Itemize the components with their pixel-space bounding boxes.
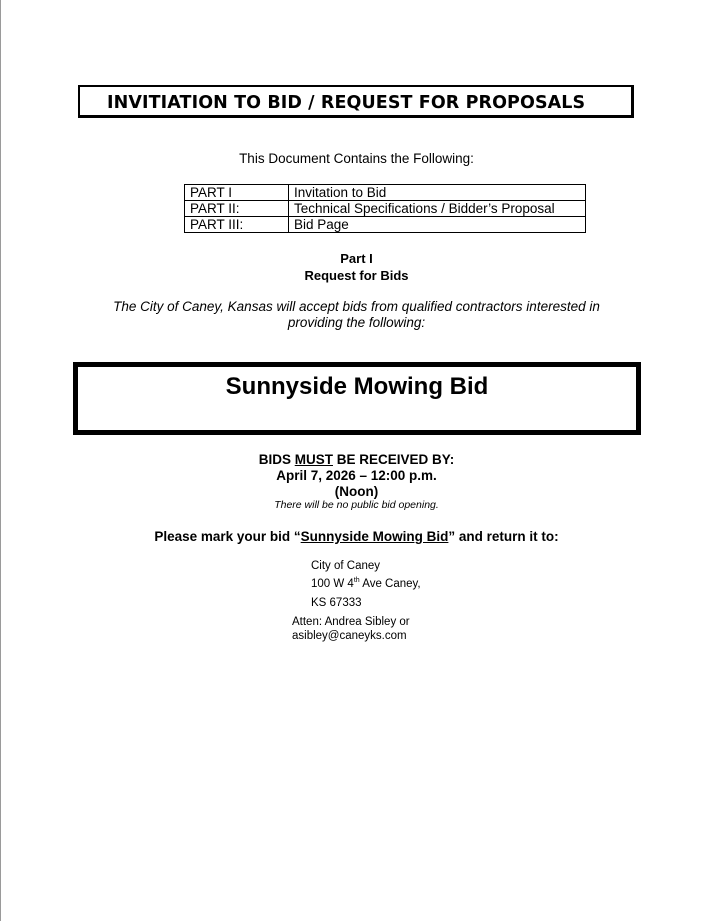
- deadline-date: April 7, 2026 – 12:00 p.m.: [276, 468, 437, 483]
- return-instructions: [0, 529, 713, 544]
- part-label: PART I: [185, 185, 289, 201]
- table-row: [185, 201, 586, 217]
- part-description: Invitation to Bid: [289, 185, 586, 201]
- address-line-state-zip: KS 67333: [311, 597, 362, 609]
- table-row: [185, 217, 586, 233]
- street-suffix: th: [353, 577, 360, 585]
- part-label: PART II:: [185, 201, 289, 217]
- bid-title-box: [73, 362, 641, 435]
- deadline-label-pre: BIDS: [258, 452, 295, 467]
- deadline-label: [0, 452, 713, 467]
- address-line-street: [311, 578, 421, 590]
- table-row: [185, 185, 586, 201]
- deadline-label-must: MUST: [294, 452, 333, 467]
- street-text: 100 W 4: [311, 578, 354, 590]
- part-heading: Part I: [340, 251, 373, 266]
- part-label: PART III:: [185, 217, 289, 233]
- address-line-name: City of Caney: [311, 560, 381, 572]
- document-title: INVITIATION TO BID / REQUEST FOR PROPOSALS: [107, 93, 586, 113]
- contents-table: [184, 184, 586, 233]
- part-subheading: Request for Bids: [304, 268, 409, 283]
- deadline-label-post: BE RECEIVED BY:: [332, 452, 455, 467]
- address-attention: Atten: Andrea Sibley or: [292, 616, 410, 628]
- part-description: Bid Page: [289, 217, 586, 233]
- deadline-noon: (Noon): [334, 484, 379, 499]
- deadline-note: There will be no public bid opening.: [274, 499, 439, 511]
- intro-line: providing the following:: [287, 315, 426, 330]
- return-post: ” and return it to:: [448, 529, 559, 544]
- street-city: Ave Caney,: [359, 578, 421, 590]
- contact-email: asibley@caneyks.com: [292, 630, 407, 642]
- intro-line: The City of Caney, Kansas will accept bids from qualified contractors interested in: [113, 299, 600, 314]
- return-pre: Please mark your bid “: [154, 529, 301, 544]
- part-description: Technical Specifications / Bidder’s Proposal: [289, 201, 586, 217]
- contents-heading: This Document Contains the Following:: [239, 151, 474, 166]
- document-title-box: [78, 85, 634, 118]
- intro-paragraph: [0, 299, 713, 331]
- bid-title: Sunnyside Mowing Bid: [225, 373, 489, 400]
- return-bid-name: Sunnyside Mowing Bid: [300, 529, 449, 544]
